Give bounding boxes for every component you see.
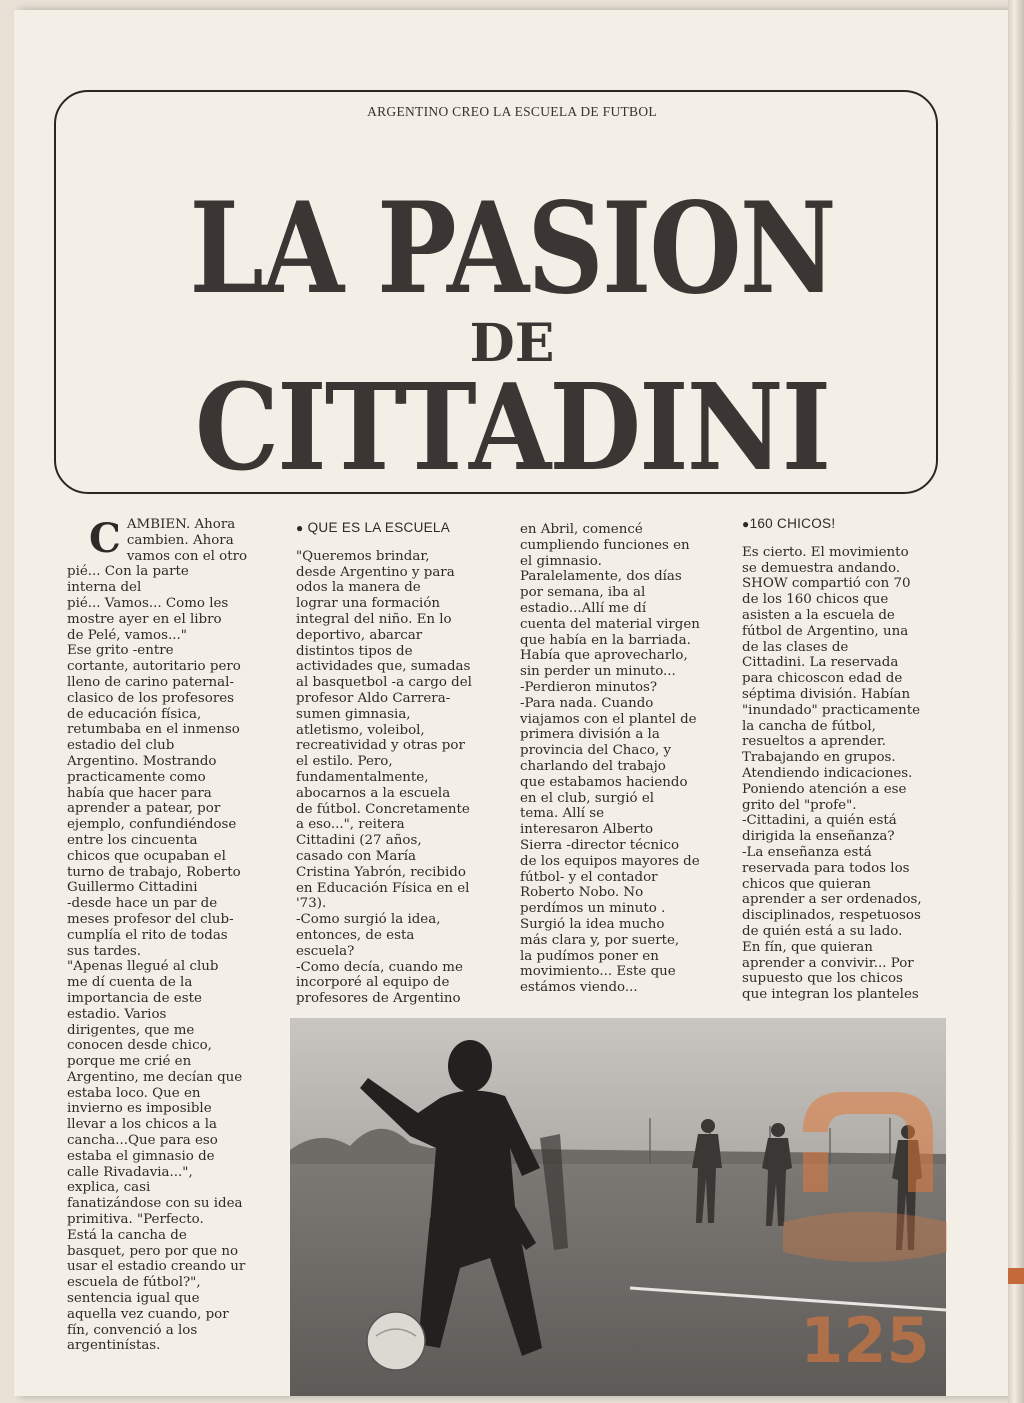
subhead-text: 160 CHICOS! [749, 516, 836, 531]
bullet-icon: ● [296, 521, 304, 535]
column-4-text: Es cierto. El movimiento se demuestra andando. SHOW compartió con 70 de los 160 chicos que asisten a la escuela de fútbol de Argentino, una de las clases de Cittadini. La reservada para chicoscon edad de séptima división. Habían "inundado" practicamente la cancha de fútbol, resueltos a aprender. Trabajando en grupos. Atendiendo indicaciones. Poniendo atención a ese grito del "profe". -Cittadini, a quién está dirigida la enseñanza? -La enseñanza está reservada para todos los chicos que quieran aprender a ser ordenados, disciplinados, respetuosos de quién está a su lado. En fín, que quieran aprender a convivir... Por supuesto que los chicos que integran los planteles [742, 544, 922, 1003]
subhead-160-chicos [742, 516, 956, 533]
column-2-text: "Queremos brindar, desde Argentino y para odos la manera de lograr una formación integral del niño. En lo deportivo, abarcar distintos tipos de actividades que, sumadas al basquetbol -a cargo del profesor Aldo Carrera- sumen gimnasia, atletismo, voleibol, recreatividad y otras por el estilo. Pero, fundamentalmente, abocarnos a la escuela de fútbol. Concretamente a eso...", reitera Cittadini (27 años, casado con María Cristina Yabrón, recibido en Educación Física en el '73). -Como surgió la idea, entonces, de esta escuela? -Como decía, cuando me incorporé al equipo de profesores de Argentino [296, 548, 472, 1007]
drop-cap: C [89, 515, 121, 562]
article-column-4 [742, 516, 956, 1003]
photo-illustration [290, 1018, 946, 1396]
headline-line-3: CITTADINI [194, 356, 830, 497]
kicker: ARGENTINO CREO LA ESCUELA DE FUTBOL [367, 104, 657, 119]
article-column-1 [67, 517, 281, 1354]
column-1-text: AMBIEN. Ahora cambien. Ahora vamos con el otro pié... Con la parte interna del pié... Vamos... Como les mostre ayer en el libro de Pelé, vamos..." Ese grito -entre cortante, autoritario pero lleno de carino paternal- clasico de los profesores de educación física, retumbaba en el inmenso estadio del club Argentino. Mostrando practicamente como había que hacer para aprender a patear, por ejemplo, confundiéndose entre los cincuenta chicos que ocupaban el turno de trabajo, Roberto Guillermo Cittadini -desde hace un par de meses profesor del club- cumplía el rito de todas sus tardes. "Apenas llegué al club me dí cuenta de la importancia de este estadio. Varios dirigentes, que me conocen desde chico, porque me crié en Argentino, me decían que estaba loco. Que en invierno es imposible llevar a los chicos a la cancha...Que para eso estaba el gimnasio de calle Rivadavia...", explica, casi fanatizándose con su idea primitiva. "Perfecto. Está la cancha de basquet, pero por que no usar el estadio creando ur escuela de fútbol?", sentencia igual que aquella vez cuando, por fín, convenció a los argentinístas. [67, 517, 248, 1354]
coach-training-photo [290, 1018, 946, 1396]
watermark-number: 125 [800, 1304, 930, 1377]
article-column-2 [296, 520, 508, 1007]
headline-line-2: DE [469, 313, 555, 374]
headline-line-1: LA PASION [189, 174, 835, 322]
column-3-text: en Abril, comencé cumpliendo funciones en el gimnasio. Paralelamente, dos días por semana, iba al estadio...Allí me dí cuenta del material virgen que había en la barriada. Había que aprovecharlo, sin perder un minuto... -Perdieron minutos? -Para nada. Cuando viajamos con el plantel de primera división a la provincia del Chaco, y charlando del trabajo que estabamos haciendo en el club, surgió el tema. Allí se interesaron Alberto Sierra -director técnico de los equipos mayores de fútbol- y el contador Roberto Nobo. No perdímos un minuto . Surgió la idea mucho más clara y, por suerte, la pudímos poner en movimiento... Este que estámos viendo... [520, 522, 700, 996]
bullet-icon: ● [742, 517, 750, 531]
subhead-text: QUE ES LA ESCUELA [307, 520, 451, 535]
article-column-3 [520, 522, 730, 996]
subhead-que-es-la-escuela [296, 520, 508, 537]
page-tab [1008, 1268, 1024, 1284]
